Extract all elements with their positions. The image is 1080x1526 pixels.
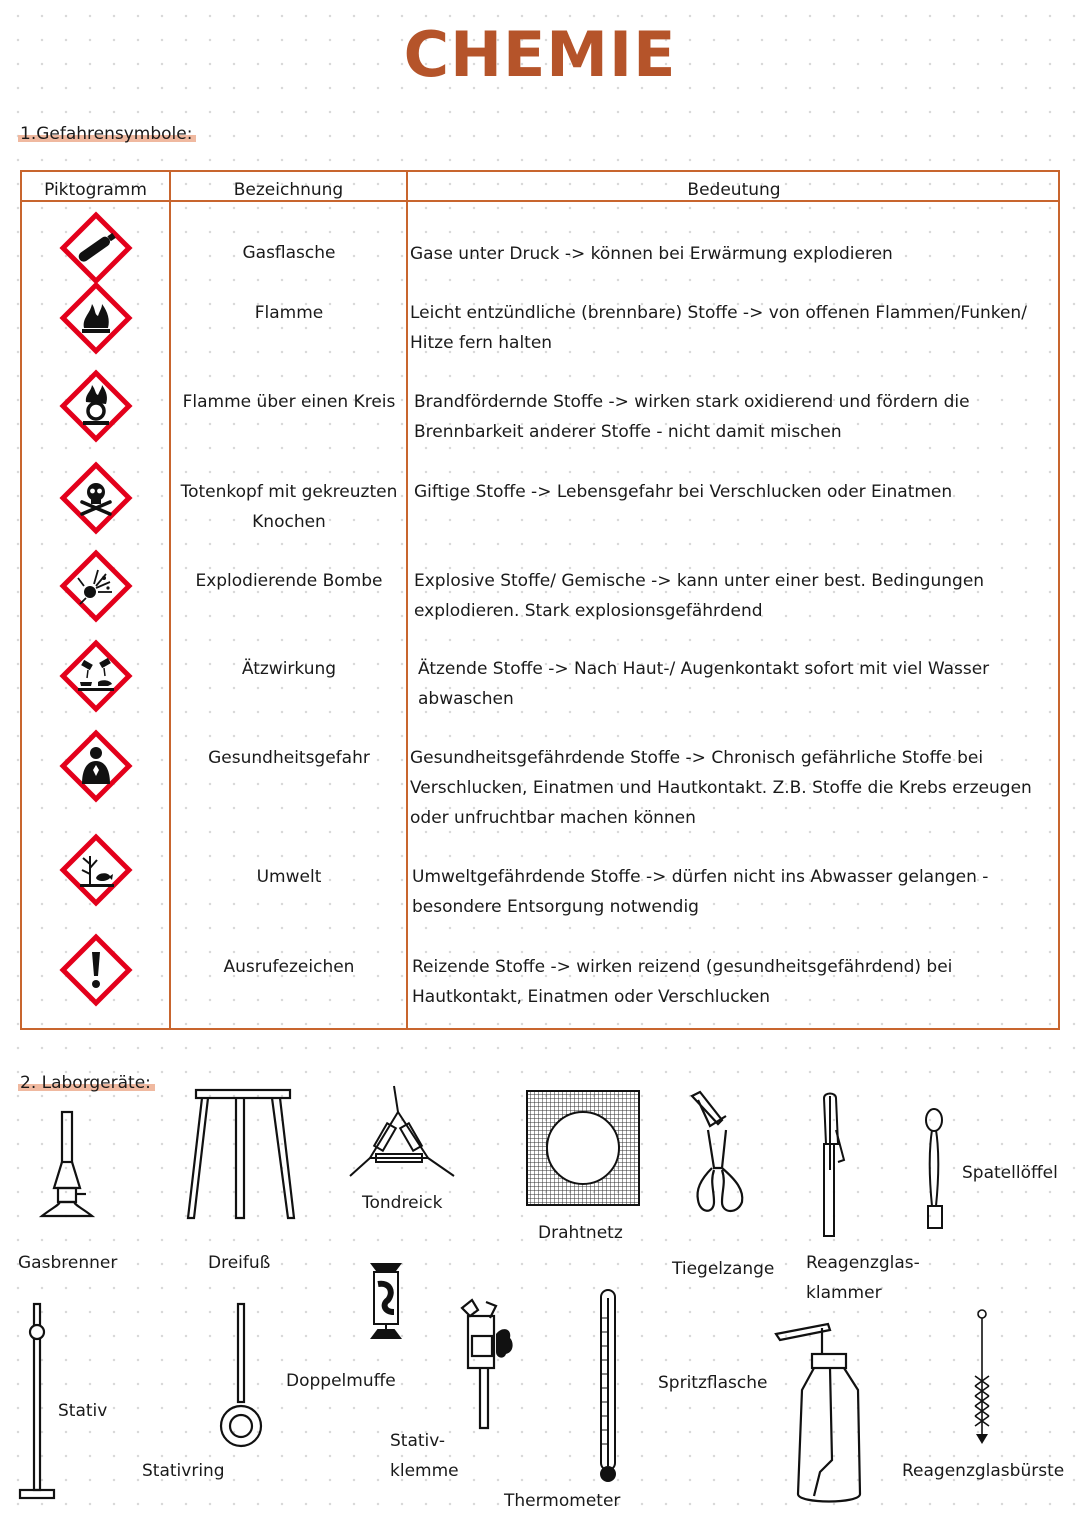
label-reagenzglasbuerste: Reagenzglasbürste [902,1461,1065,1481]
label-stativring: Stativring [142,1461,225,1481]
environment-icon [58,832,134,908]
corrosion-icon [58,638,134,714]
table-divider [406,172,408,1028]
label-stativklemme-1: Stativ- [390,1431,446,1451]
section-heading-lab-equipment: 2. Laborgeräte: [18,1073,155,1093]
label-stativ: Stativ [58,1401,108,1421]
section-heading-hazard-symbols: 1.Gefahrensymbole: [18,124,196,144]
test-tube-clamp-icon [812,1090,850,1240]
ring-support-icon [216,1300,266,1450]
label-reagenzglasklammer-2: klammer [806,1283,882,1303]
row-desc-explodierende-bombe: Explosive Stoffe/ Gemische -> kann unter einer best. Bedingungen explodieren. Stark explosionsgefährdend [414,571,985,621]
table-header-line [22,200,1058,202]
row-name-ausrufezeichen: Ausrufezeichen [223,957,355,977]
wash-bottle-icon [772,1320,868,1506]
stand-clamp-icon [456,1296,520,1436]
row-name-flamme: Flamme [254,303,324,323]
label-thermometer: Thermometer [504,1491,621,1511]
row-desc-flamme: Leicht entzündliche (brennbare) Stoffe -> von offenen Flammen/Funken/ Hitze fern halten [410,303,1027,353]
gas-cylinder-icon [58,210,134,286]
column-header-pictogram: Piktogramm [44,180,147,200]
row-name-flamme-ueber-kreis: Flamme über einen Kreis [182,392,396,412]
skull-crossbones-icon [58,460,134,536]
table-divider [169,172,171,1028]
label-gasbrenner: Gasbrenner [18,1253,118,1273]
row-desc-flamme-ueber-kreis: Brandfördernde Stoffe -> wirken stark oxidierend und fördern die Brennbarkeit anderer Stoffe - nicht damit mischen [414,392,970,442]
lab-stand-icon [16,1300,60,1506]
label-tondreieck: Tondreick [362,1193,443,1213]
double-clamp-icon [364,1256,408,1346]
crucible-tongs-icon [686,1090,750,1240]
row-desc-ausrufezeichen: Reizende Stoffe -> wirken reizend (gesundheitsgefährdend) bei Hautkontakt, Einatmen oder Verschlucken [412,957,953,1007]
label-drahtnetz: Drahtnetz [538,1223,623,1243]
label-reagenzglasklammer-1: Reagenzglas- [806,1253,920,1273]
column-header-name: Bezeichnung [233,180,344,200]
label-spatelloeffel: Spatellöffel [962,1163,1058,1183]
thermometer-icon [594,1288,622,1486]
bunsen-burner-icon [36,1110,100,1222]
spatula-icon [920,1106,952,1232]
label-spritzflasche: Spritzflasche [658,1373,768,1393]
row-desc-gesundheitsgefahr: Gesundheitsgefährdende Stoffe -> Chronisch gefährliche Stoffe bei Verschlucken, Einatmen und Hautkontakt. Z.B. Stoffe die Krebs erzeugen oder unfruchtbar machen können [410,748,1032,828]
row-desc-totenkopf: Giftige Stoffe -> Lebensgefahr bei Verschlucken oder Einatmen [414,482,953,502]
row-name-aetzwirkung: Ätzwirkung [241,659,337,679]
clay-triangle-icon [346,1084,460,1184]
exploding-bomb-icon [58,548,134,624]
row-desc-aetzwirkung: Ätzende Stoffe -> Nach Haut-/ Augenkontakt sofort mit viel Wasser abwaschen [418,659,990,709]
label-dreifuss: Dreifuß [208,1253,271,1273]
health-hazard-icon [58,728,134,804]
page-title: CHEMIE [403,18,677,91]
wire-gauze-icon [526,1090,640,1206]
row-name-gesundheitsgefahr: Gesundheitsgefahr [208,748,370,768]
flame-icon [58,280,134,356]
row-desc-umwelt: Umweltgefährdende Stoffe -> dürfen nicht ins Abwasser gelangen - besondere Entsorgung notwendig [412,867,989,917]
row-name-gasflasche: Gasflasche [242,243,336,263]
row-name-umwelt: Umwelt [256,867,322,887]
label-stativklemme-2: klemme [390,1461,459,1481]
column-header-meaning: Bedeutung [687,180,781,200]
row-name-totenkopf: Totenkopf mit gekreuzten Knochen [180,482,398,532]
label-doppelmuffe: Doppelmuffe [286,1371,396,1391]
test-tube-brush-icon [970,1306,996,1448]
exclamation-mark-icon [58,932,134,1008]
row-desc-gasflasche: Gase unter Druck -> können bei Erwärmung explodieren [410,244,893,264]
tripod-icon [184,1088,298,1222]
row-name-explodierende-bombe: Explodierende Bombe [195,571,383,591]
flame-over-circle-icon [58,368,134,444]
hazard-table [20,170,1060,1030]
label-tiegelzange: Tiegelzange [672,1259,775,1279]
